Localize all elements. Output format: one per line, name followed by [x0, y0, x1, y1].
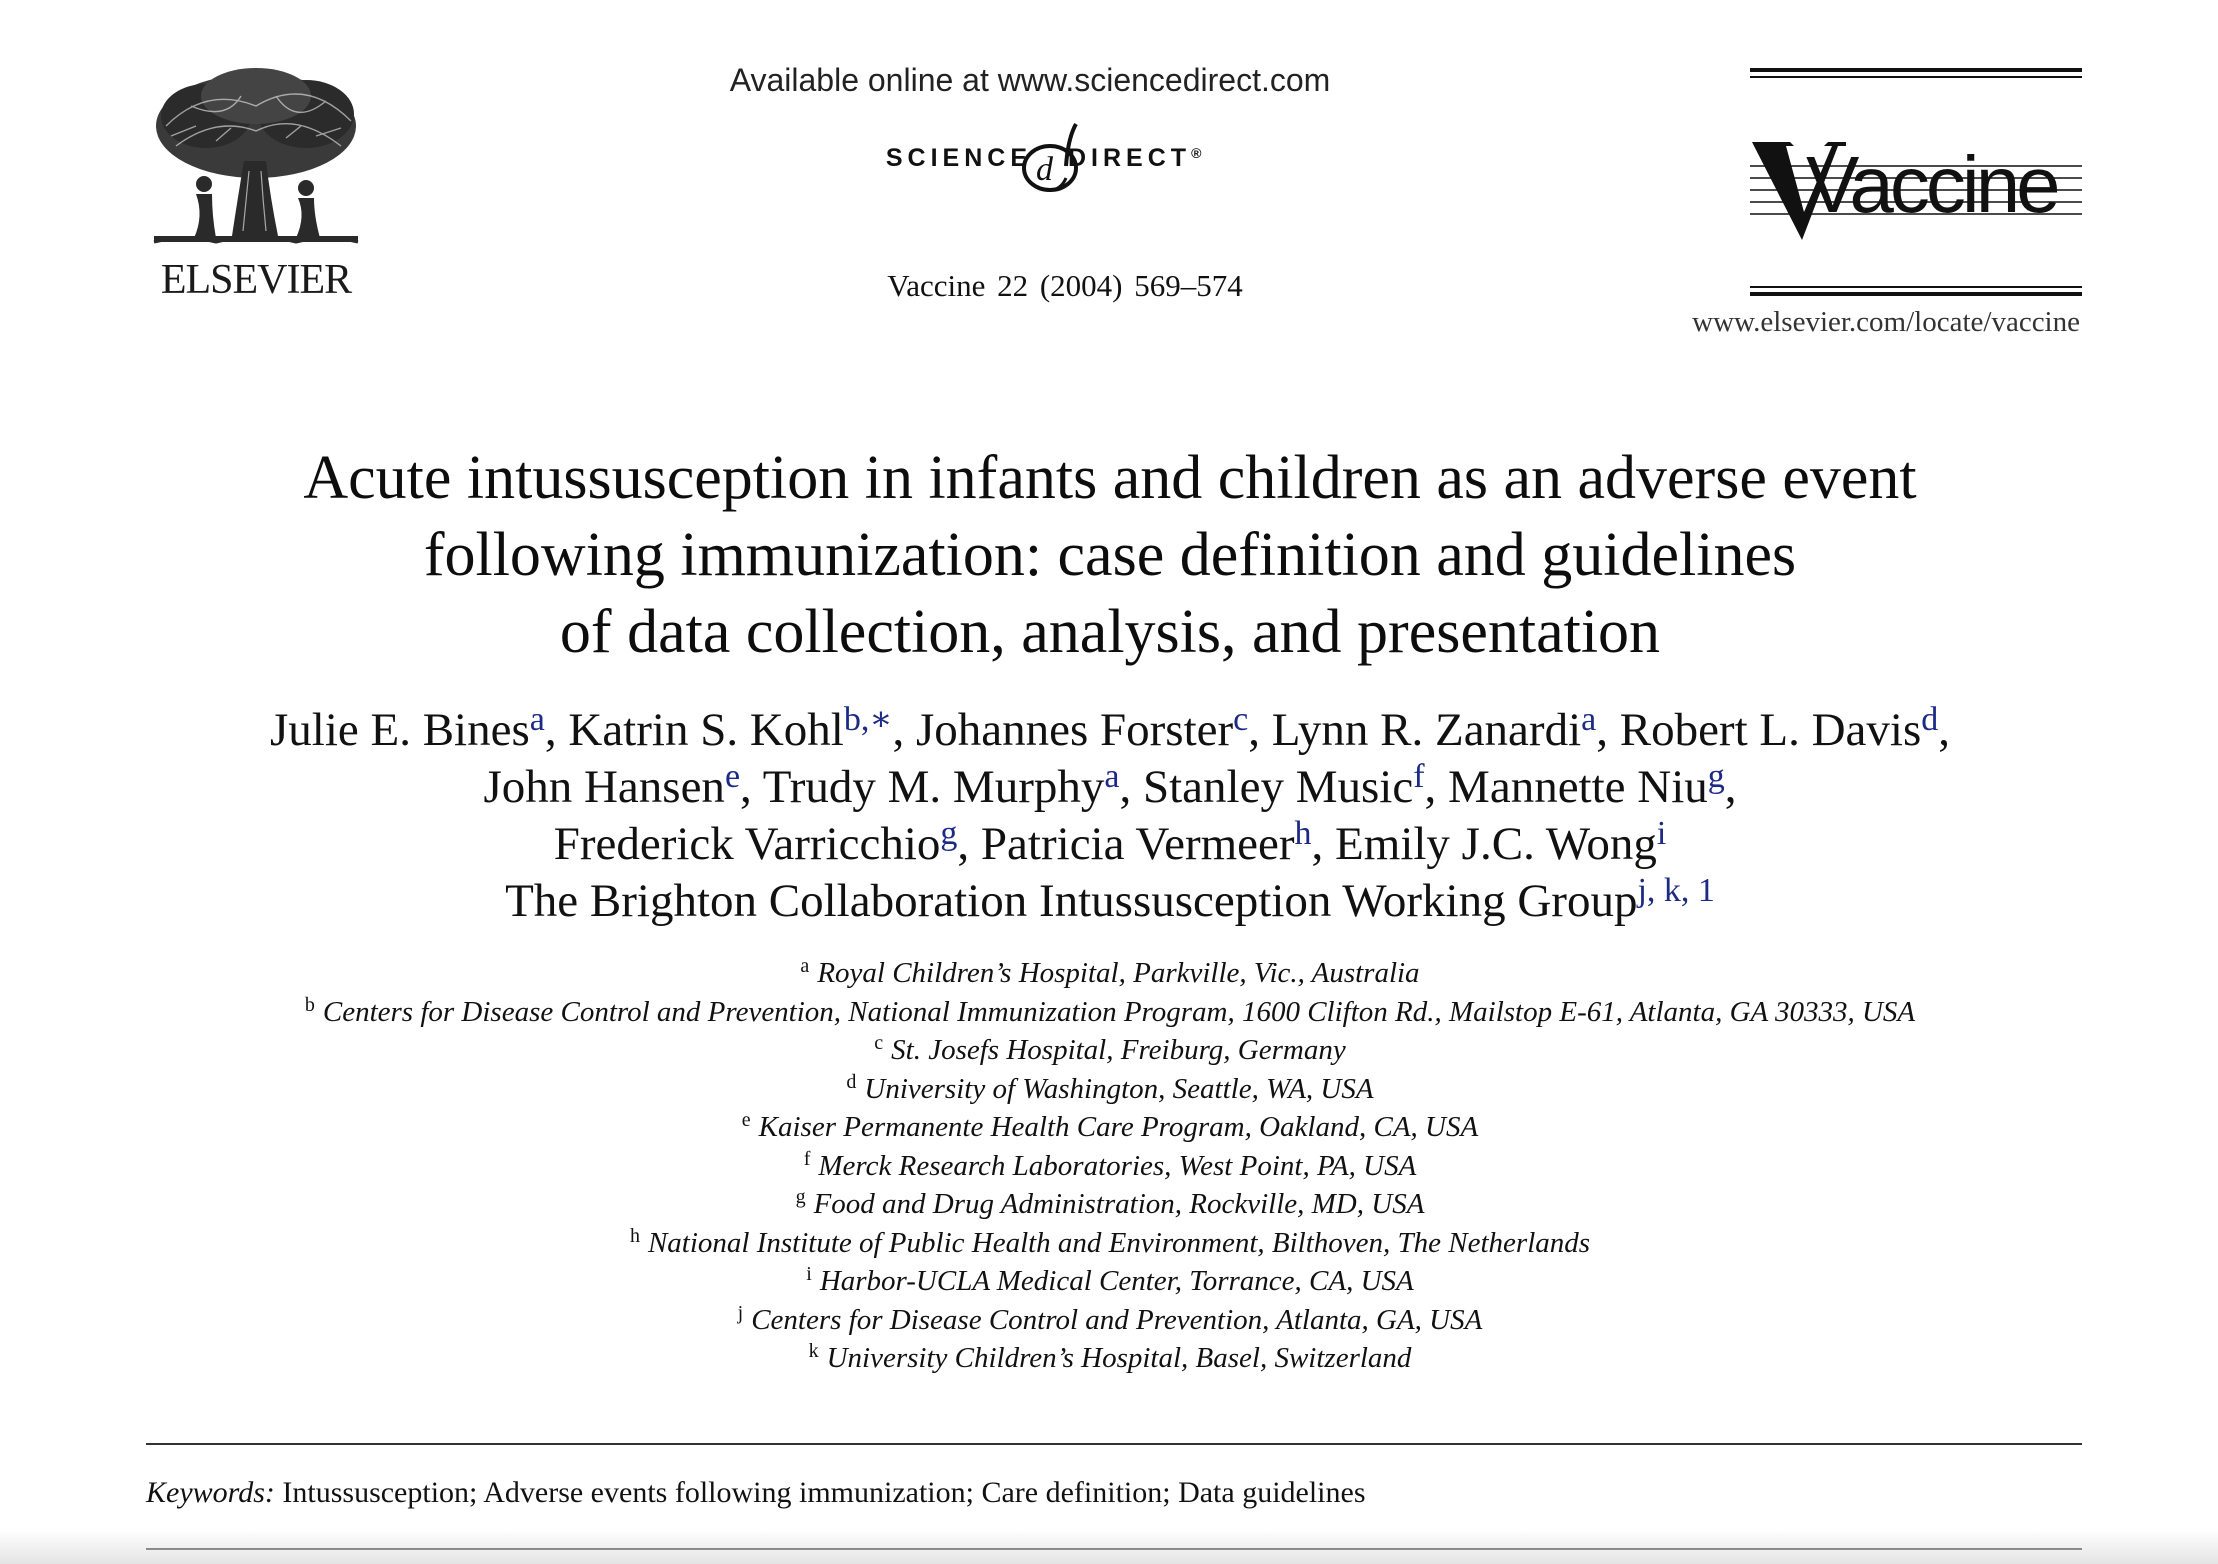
- keywords-label: Keywords:: [146, 1476, 275, 1509]
- citation-line: Vaccine 22 (2004) 569–574: [887, 268, 1243, 303]
- affiliation-text: University Children’s Hospital, Basel, Switzerland: [826, 1342, 1412, 1374]
- author: [1335, 815, 1667, 870]
- author-line: [140, 816, 2080, 873]
- affiliation-link[interactable]: d: [1921, 701, 1939, 738]
- affiliation-key: i: [806, 1263, 812, 1285]
- affiliation-link[interactable]: b,∗: [843, 701, 893, 738]
- affiliation-key: g: [795, 1186, 806, 1208]
- author: John Hansen$^e$,: [483, 758, 763, 813]
- affiliation-key: b: [304, 993, 315, 1016]
- svg-text:d: d: [1036, 151, 1053, 188]
- affiliation: [160, 1108, 2060, 1147]
- affiliation-text: Centers for Disease Control and Prevention, National Immunization Program, 1600 Clifton Rd., Mailstop E-61, Atlanta, GA 30333, USA: [322, 995, 1916, 1028]
- title-line: following immunization: case definition and guidelines: [423, 521, 1797, 589]
- keywords: [146, 1476, 1366, 1510]
- author-group: [505, 872, 1715, 927]
- affiliation: [160, 1070, 2060, 1109]
- author-name: John Hansen: [483, 761, 725, 813]
- page-edge-shadow: [0, 1530, 2218, 1564]
- affiliation-link[interactable]: g: [1707, 758, 1725, 795]
- author-name: Patricia Vermeer: [980, 818, 1295, 870]
- affiliation-text: University of Washington, Seattle, WA, USA: [864, 1072, 1374, 1105]
- vaccine-journal-logo: [1750, 62, 2082, 302]
- affiliation-text: Food and Drug Administration, Rockville, MD, USA: [813, 1188, 1425, 1220]
- author-name: Johannes Forster: [915, 704, 1234, 756]
- author-line: [140, 873, 2080, 930]
- elsevier-tree-icon: [146, 66, 366, 251]
- author: Stanley Music$^f$,: [1142, 758, 1449, 813]
- affiliation-text: Harbor-UCLA Medical Center, Torrance, CA, USA: [819, 1265, 1414, 1297]
- title-line: of data collection, analysis, and presentation: [559, 598, 1661, 666]
- affiliation: [160, 1301, 2060, 1340]
- author: Robert L. Davis$^d$,: [1619, 701, 1950, 756]
- author: Patricia Vermeer$^h$,: [980, 815, 1336, 870]
- affiliation-link[interactable]: e: [724, 758, 741, 795]
- author-name: Julie E. Bines: [269, 704, 530, 756]
- affiliation-link[interactable]: a: [529, 701, 545, 738]
- affiliation: [160, 1031, 2060, 1070]
- author: Lynn R. Zanardi$^a$,: [1271, 701, 1620, 756]
- affiliation-text: Centers for Disease Control and Prevention, Atlanta, GA, USA: [751, 1303, 1483, 1336]
- affiliation-text: Merck Research Laboratories, West Point, PA, USA: [818, 1149, 1417, 1182]
- affiliation-link[interactable]: f: [1413, 758, 1425, 795]
- affiliation: [160, 954, 2060, 993]
- affiliation-text: Kaiser Permanente Health Care Program, Oakland, CA, USA: [758, 1111, 1479, 1143]
- author: Katrin S. Kohl$^{b,∗}$,: [568, 701, 916, 756]
- author-name: Lynn R. Zanardi: [1271, 704, 1582, 756]
- affiliation-text: National Institute of Public Health and Environment, Bilthoven, The Netherlands: [647, 1226, 1591, 1259]
- author: Julie E. Bines$^a$,: [269, 701, 569, 756]
- elsevier-logo: [146, 66, 366, 306]
- affiliation-key: k: [808, 1340, 819, 1362]
- author-name: Frederick Varricchio: [553, 818, 941, 870]
- affiliation-link[interactable]: g: [940, 815, 958, 852]
- elsevier-wordmark: ELSEVIER: [160, 257, 352, 303]
- author: Trudy M. Murphy$^a$,: [762, 758, 1143, 813]
- author-name: Stanley Music: [1142, 761, 1414, 813]
- divider: [146, 1443, 2082, 1445]
- affiliation: [160, 1339, 2060, 1378]
- article-title: [160, 440, 2060, 671]
- author: Johannes Forster$^c$,: [915, 701, 1272, 756]
- svg-text:Vaccine: Vaccine: [1806, 140, 2057, 229]
- available-online-text[interactable]: Available online at www.sciencedirect.com: [729, 62, 1331, 98]
- affiliation-text: Royal Children’s Hospital, Parkville, Vic., Australia: [817, 957, 1420, 989]
- keywords-text: Intussusception; Adverse events following immunization; Care definition; Data guidelines: [282, 1476, 1366, 1509]
- author-name: Trudy M. Murphy: [762, 761, 1105, 813]
- sciencedirect-right-word: DIRECT®: [1068, 144, 1202, 172]
- title-line: Acute intussusception in infants and children as an adverse event: [303, 444, 1917, 512]
- affiliation: [160, 993, 2060, 1032]
- affiliation-link[interactable]: a: [1581, 701, 1597, 738]
- affiliation-key: e: [741, 1109, 751, 1131]
- affiliation-link[interactable]: i: [1656, 815, 1667, 852]
- author: Mannette Niu$^g$,: [1448, 758, 1737, 813]
- affiliation-key: a: [800, 955, 810, 977]
- affiliation: [160, 1262, 2060, 1301]
- affiliation-key: c: [874, 1032, 884, 1054]
- affiliation-link[interactable]: h: [1294, 815, 1312, 852]
- affiliation-link[interactable]: a: [1104, 758, 1120, 795]
- affiliation-key: h: [629, 1224, 640, 1247]
- journal-url-link[interactable]: www.elsevier.com/locate/vaccine: [1692, 306, 2080, 338]
- affiliation-link[interactable]: j, k, 1: [1637, 872, 1715, 909]
- affiliation: [160, 1147, 2060, 1186]
- author-line: [140, 702, 2080, 759]
- affiliation-key: f: [803, 1147, 811, 1170]
- affiliation: [160, 1224, 2060, 1263]
- author-name: Emily J.C. Wong: [1335, 818, 1657, 870]
- sciencedirect-logo[interactable]: [820, 118, 1280, 208]
- author-name: Robert L. Davis: [1619, 704, 1922, 756]
- author-name: Mannette Niu: [1448, 761, 1708, 813]
- author: Frederick Varricchio$^g$,: [553, 815, 981, 870]
- affiliation-key: d: [846, 1070, 857, 1093]
- affiliation-link[interactable]: c: [1233, 701, 1249, 738]
- affiliation-key: j: [737, 1301, 744, 1324]
- author-line: [140, 759, 2080, 816]
- affiliation: [160, 1185, 2060, 1224]
- author-name: Katrin S. Kohl: [568, 704, 844, 756]
- affiliation-text: St. Josefs Hospital, Freiburg, Germany: [891, 1034, 1346, 1066]
- sciencedirect-left-word: SCIENCE: [885, 144, 1032, 172]
- vaccine-logo-icon: [1750, 62, 2082, 302]
- affiliation-list: [160, 954, 2060, 1378]
- author-list: [140, 702, 2080, 930]
- author-name: The Brighton Collaboration Intussusception Working Group: [505, 875, 1638, 927]
